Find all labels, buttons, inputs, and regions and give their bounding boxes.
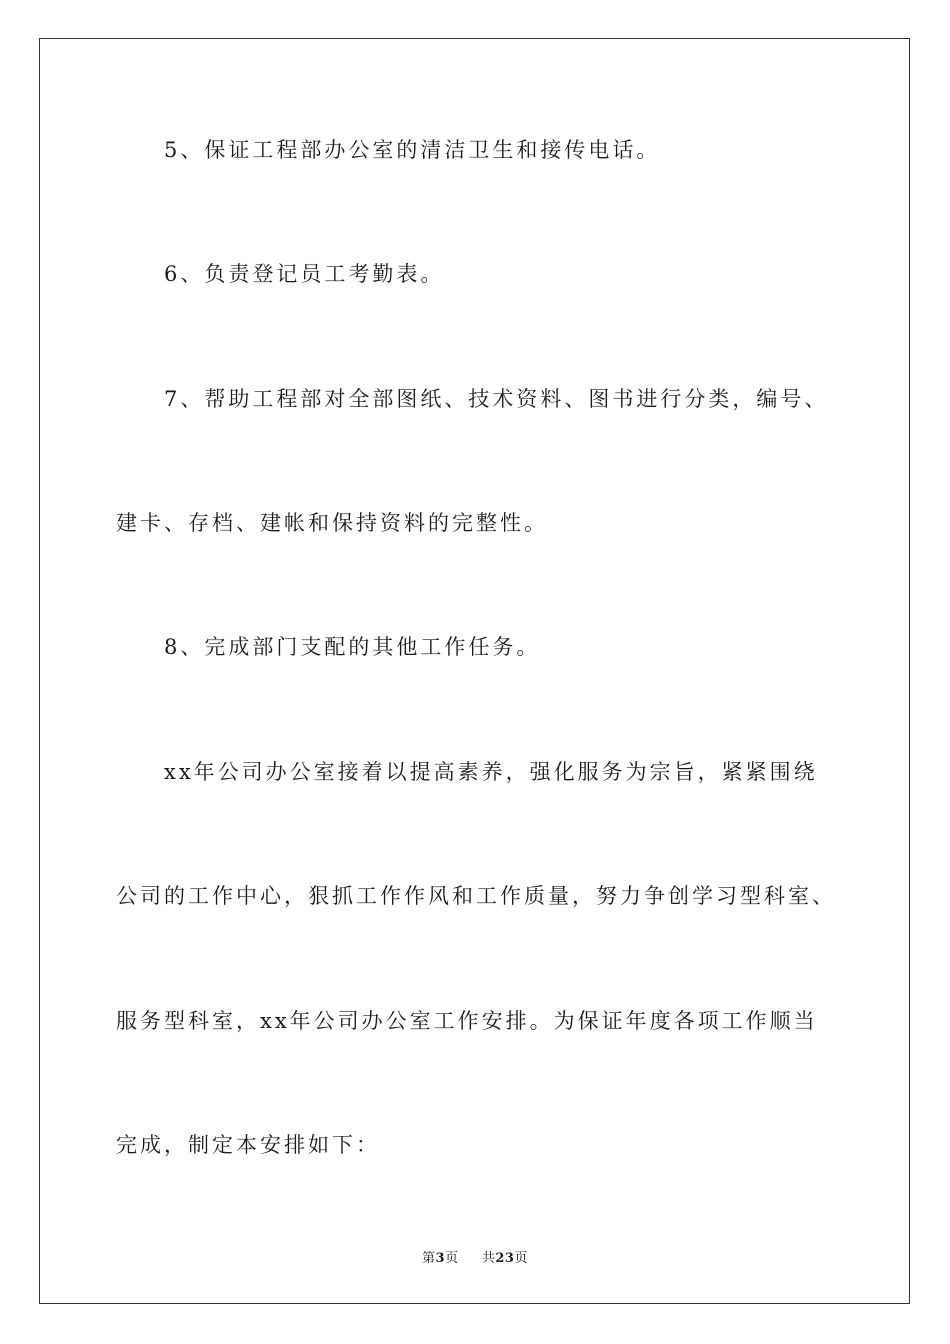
paragraph-line: 6、负责登记员工考勤表。 [164,262,445,286]
paragraph-line: xx年公司办公室接着以提高素养，强化服务为宗旨，紧紧围绕 [164,760,818,784]
paragraph-plan-intro-cont-1 [116,834,836,958]
total-prefix: 共 [481,1251,496,1266]
paragraph-line: 公司的工作中心，狠抓工作作风和工作质量，努力争创学习型科室、 [116,884,836,908]
page-suffix: 页 [445,1251,459,1266]
paragraph-line: 5、保证工程部办公室的清洁卫生和接传电话。 [164,138,661,162]
paragraph-line: 建卡、存档、建帐和保持资料的完整性。 [116,511,548,535]
paragraph-line: 服务型科室，xx年公司办公室工作安排。为保证年度各项工作顺当 [116,1009,818,1033]
paragraph-item-8 [116,585,836,709]
page-number: 3 [435,1251,446,1266]
paragraph-line: 8、完成部门支配的其他工作任务。 [164,635,541,659]
paragraph-line: 7、帮助工程部对全部图纸、技术资料、图书进行分类，编号、 [164,387,829,411]
page-footer [0,1247,950,1266]
paragraph-item-6 [116,212,836,336]
page-prefix: 第 [422,1251,436,1266]
paragraph-plan-intro-cont-3 [116,1083,836,1207]
paragraph-plan-intro-cont-2 [116,959,836,1083]
paragraph-plan-intro [116,710,836,834]
total-pages: 23 [495,1251,515,1266]
paragraph-item-7 [116,337,836,461]
paragraph-line: 完成，制定本安排如下： [116,1133,380,1157]
total-suffix: 页 [514,1251,528,1266]
paragraph-item-7-cont [116,461,836,585]
paragraph-item-5 [116,88,836,212]
